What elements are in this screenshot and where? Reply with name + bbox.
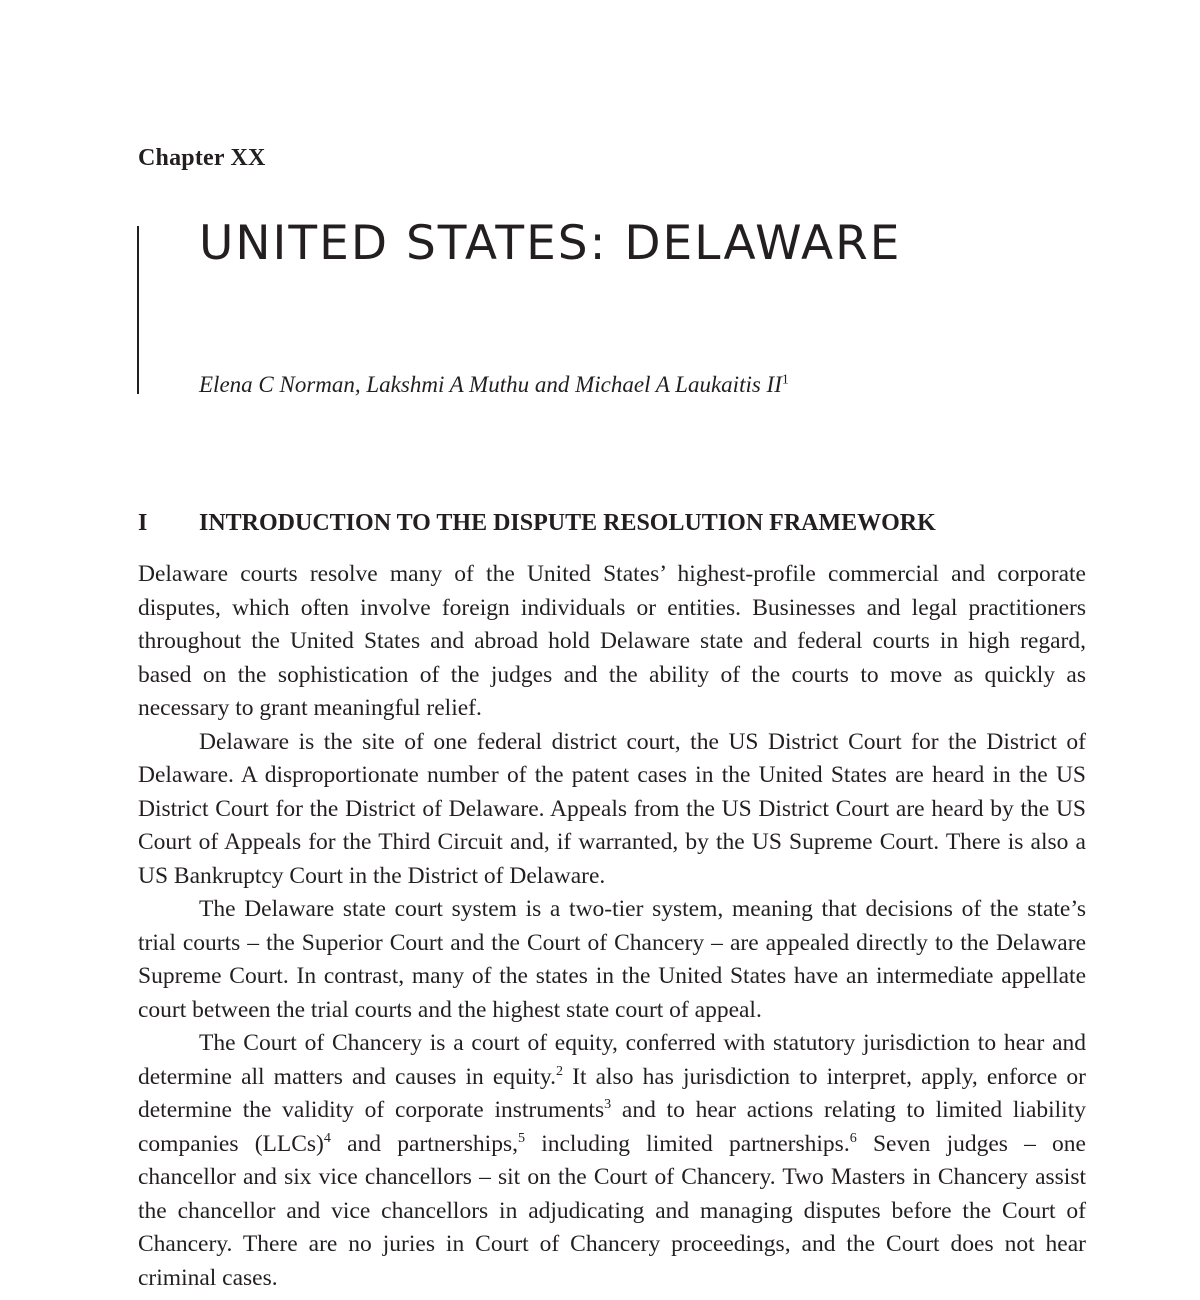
- title-vertical-rule: [137, 226, 139, 394]
- section-title: INTRODUCTION TO THE DISPUTE RESOLUTION FRAMEWORK: [199, 510, 936, 536]
- paragraph-4-text: and partnerships,: [330, 1130, 518, 1157]
- paragraph-4-text: and to hear actions relating to limited liability companies (LLCs): [138, 1097, 1086, 1157]
- paragraph-4-text: including limited partnerships.: [525, 1130, 850, 1157]
- section-heading: [138, 510, 936, 537]
- paragraph-4-text: It also has jurisdiction to interpret, apply, enforce or determine the validity of corporate instruments: [138, 1063, 1086, 1123]
- section-number: I: [138, 510, 148, 536]
- author-line: [199, 372, 789, 398]
- paragraph-4-text: Seven judges – one chancellor and six vice chancellors – sit on the Court of Chancery. Two Masters in Chancery assist the chancellor and vice chancellors in adjudicating and managing disputes before the Court of Chancery. There are no juries in Court of Chancery proceedings, and the Court does not hear criminal cases.: [138, 1130, 1086, 1291]
- chapter-label: Chapter XX: [138, 145, 266, 171]
- author-names: Elena C Norman, Lakshmi A Muthu and Michael A Laukaitis II: [199, 372, 782, 397]
- paragraph-4: [138, 1027, 1086, 1295]
- footnote-ref-1: 1: [781, 371, 789, 387]
- paragraph-1: Delaware courts resolve many of the United States’ highest-profile commercial and corporate disputes, which often involve foreign individuals or entities. Businesses and legal practitioners throughout the United States and abroad hold Delaware state and federal courts in high regard, based on the sophistication of the judges and the ability of the courts to move as quickly as necessary to grant meaningful relief.: [138, 561, 1086, 721]
- paragraph-2: Delaware is the site of one federal district court, the US District Court for the District of Delaware. A disproportionate number of the patent cases in the United States are heard in the US District Court for the District of Delaware. Appeals from the US District Court are heard by the US Court of Appeals for the Third Circuit and, if warranted, by the US Supreme Court. There is also a US Bankruptcy Court in the District of Delaware.: [138, 728, 1086, 889]
- footnote-ref-3: 3: [604, 1096, 612, 1113]
- chapter-title: UNITED STATES: DELAWARE: [199, 216, 902, 271]
- paragraph-4-text: The Court of Chancery is a court of equity, conferred with statutory jurisdiction to hear and determine all matters and causes in equity.: [138, 1030, 1086, 1090]
- footnote-ref-2: 2: [555, 1062, 563, 1079]
- paragraph-3: The Delaware state court system is a two-tier system, meaning that decisions of the state’s trial courts – the Superior Court and the Court of Chancery – are appealed directly to the Delaware Supreme Court. In contrast, many of the states in the United States have an intermediate appellate court between the trial courts and the highest state court of appeal.: [138, 896, 1086, 1023]
- body-text: [138, 558, 1086, 1295]
- footnote-ref-6: 6: [849, 1129, 857, 1146]
- footnote-ref-4: 4: [323, 1129, 331, 1146]
- footnote-ref-5: 5: [517, 1129, 526, 1146]
